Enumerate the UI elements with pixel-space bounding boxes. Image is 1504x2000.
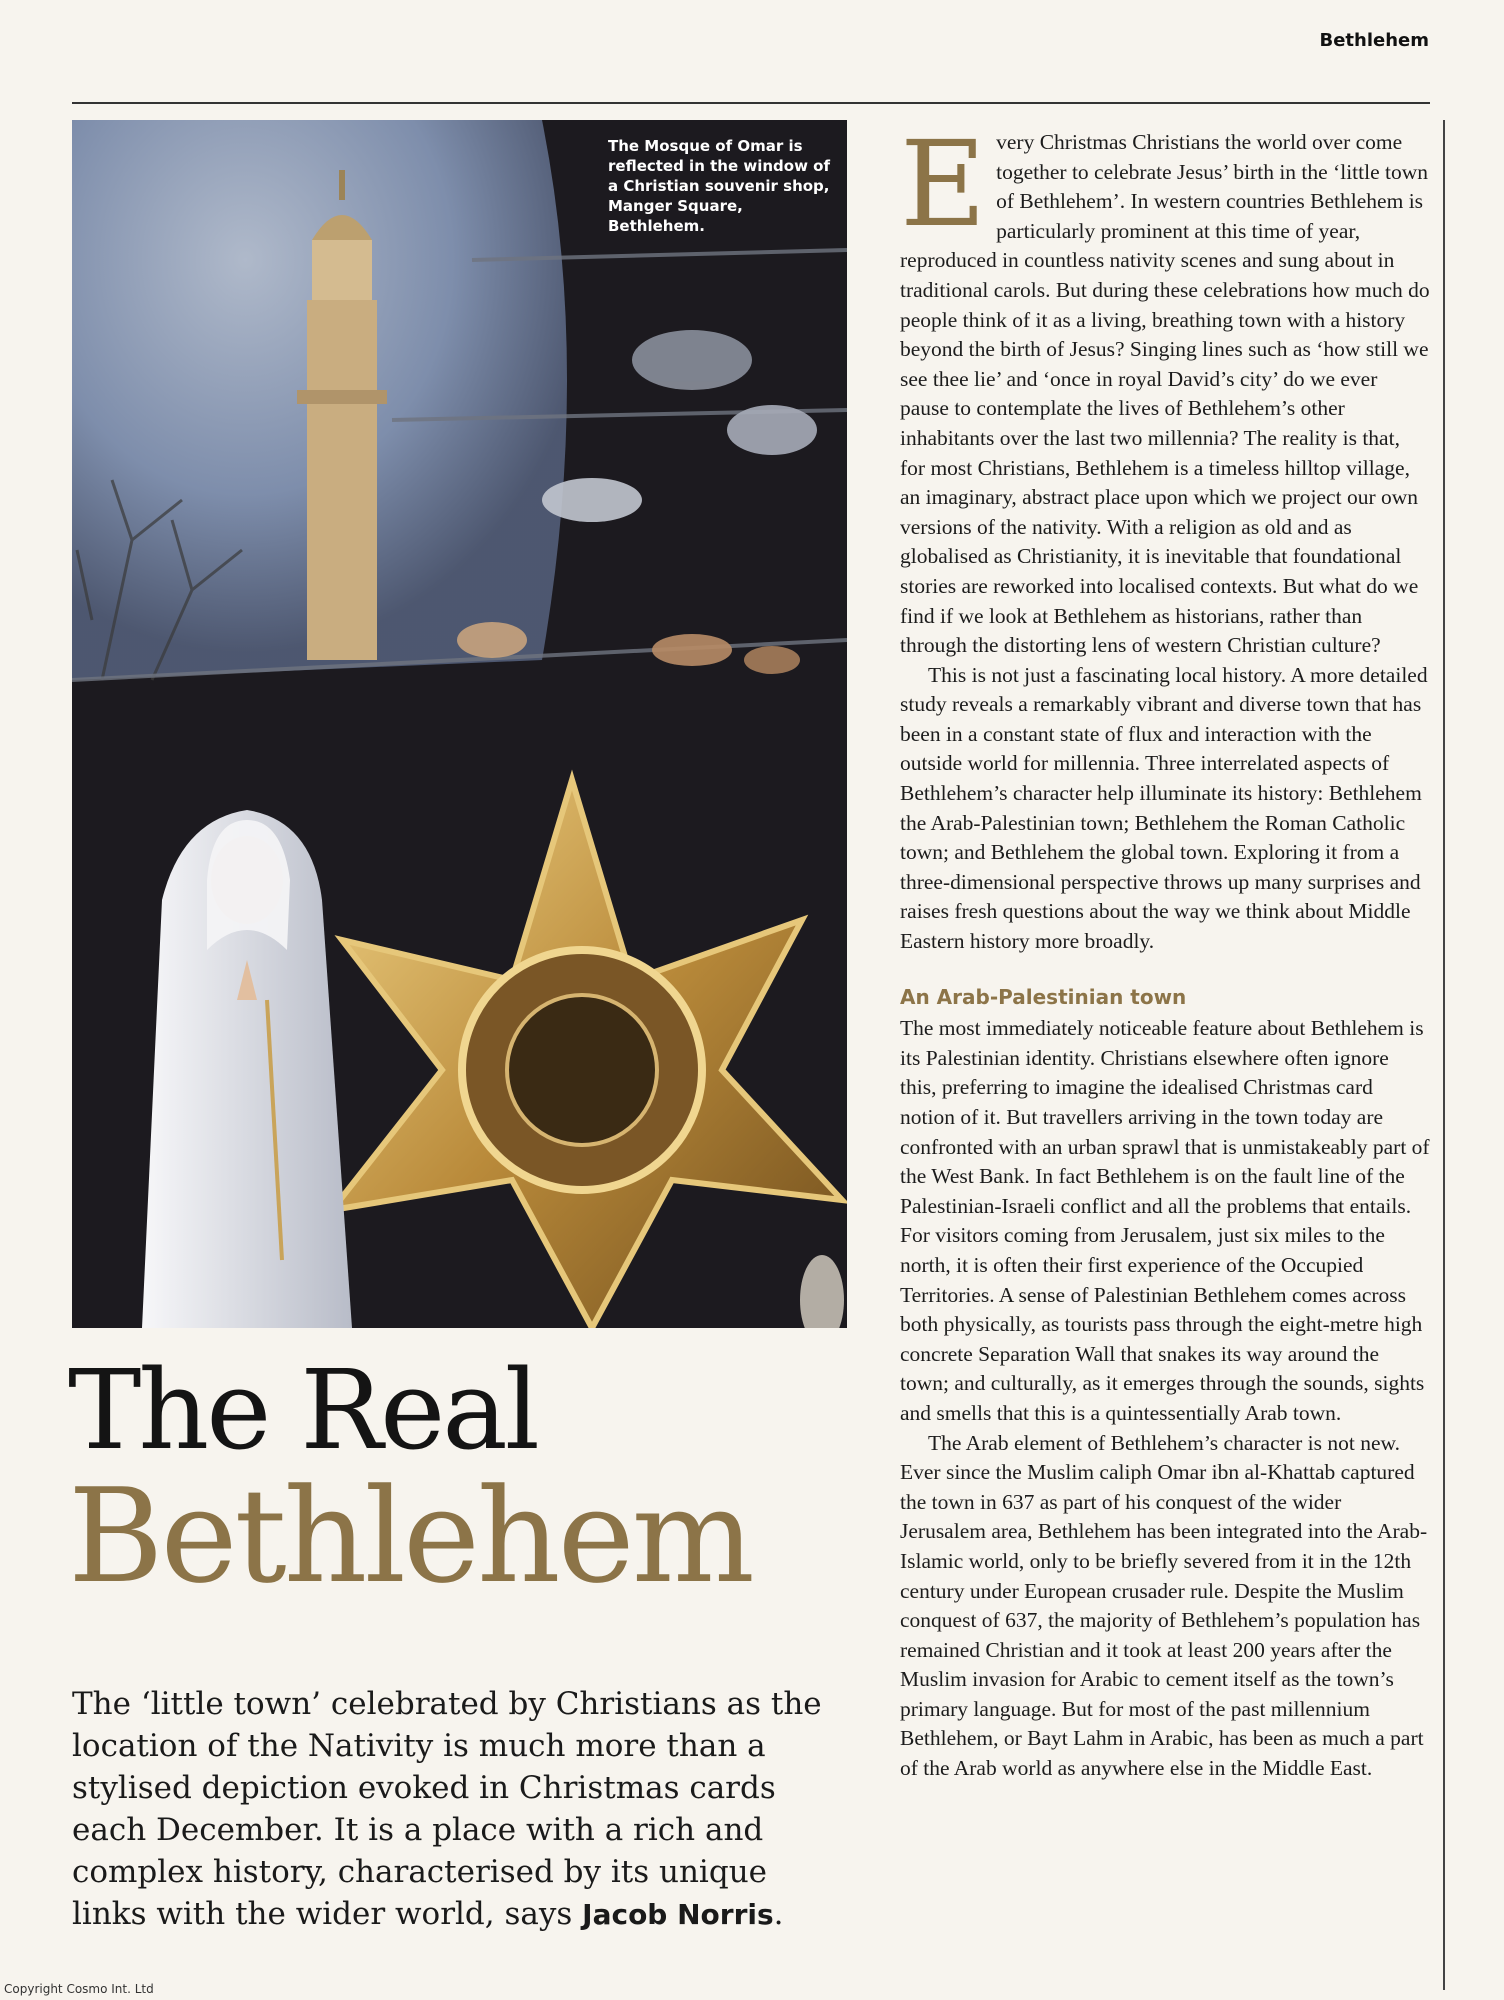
subheading: An Arab-Palestinian town [900,984,1187,1009]
headline-line-2: Bethlehem [68,1460,752,1612]
hero-photo [72,120,847,1328]
standfirst-text: The ‘little town’ celebrated by Christians as the location of the Nativity is much more than a stylised depiction evoked in Christmas cards each December. It is a place with a rich and complex history, characterised by its unique links with the wider world, says [72,1686,822,1932]
author-name: Jacob Norris [582,1898,774,1931]
section-label: Bethlehem [1319,30,1429,51]
paragraph-1-text: very Christmas Christians the world over come together to celebrate Jesus’ birth in the ‘little town of Bethlehem’. In western countries Bethlehem is particularly prominent at this time of year, reproduced in countless nativity scenes and sung about in traditional carols. But during these celebrations how much do people think of it as a living, breathing town with a history beyond the birth of Jesus? Singing lines such as ‘how still we see thee lie’ and ‘once in royal David’s city’ do we ever pause to contemplate the lives of Bethlehem’s other inhabitants over the last two millennia? The reality is that, for most Christians, Bethlehem is a timeless hilltop village, an imaginary, abstract place upon which we project our own versions of the nativity. With a religion as old and as globalised as Christianity, it is inevitable that foundational stories are reworked into localised contexts. But what do we find if we look at Bethlehem as historians, rather than through the distorting lens of western Christian culture? [900,130,1430,658]
copyright-notice: Copyright Cosmo Int. Ltd [4,1982,154,1996]
paragraph-4: The Arab element of Bethlehem’s character is not new. Ever since the Muslim caliph Omar ibn al-Khattab captured the town in 637 as part of his conquest of the wider Jerusalem area, Bethlehem has been integrated into the Arab-Islamic world, only to be briefly severed from it in the 12th century under European crusader rule. Despite the Muslim conquest of 637, the majority of Bethlehem’s population has remained Christian and it took at least 200 years after the Muslim invasion for Arabic to cement itself as the town’s primary language. But for most of the past millennium Bethlehem, or Bayt Lahm in Arabic, has been as much a part of the Arab world as anywhere else in the Middle East. [900,1430,1428,1781]
photo-illustration [72,120,847,1328]
paragraph-3: The most immediately noticeable feature about Bethlehem is its Palestinian identity. Christians elsewhere often ignore this, preferring to imagine the idealised Christmas card notion of it. But travellers arriving in the town today are confronted with an urban sprawl that is unmistakeably part of the West Bank. In fact Bethlehem is on the fault line of the Palestinian-Israeli conflict and all the problems that entails. For visitors coming from Jerusalem, just six miles to the north, it is often their first experience of the Occupied Territories. A sense of Palestinian Bethlehem comes across both physically, as tourists pass through the eight-metre high concrete Separation Wall that snakes its way around the town; and culturally, as it emerges through the sounds, sights and smells that this is a quintessentially Arab town. [900,1016,1430,1425]
drop-cap: E [900,115,987,253]
top-rule [72,102,1430,104]
article-body [900,115,1430,1784]
standfirst [72,1683,842,1936]
column-rule [1443,120,1445,1990]
paragraph-2: This is not just a fascinating local history. A more detailed study reveals a remarkably vibrant and diverse town that has been in a constant state of flux and interaction with the outside world for millennia. Three interrelated aspects of Bethlehem’s character help illuminate its history: Bethlehem the Arab-Palestinian town; Bethlehem the Roman Catholic town; and Bethlehem the global town. Exploring it from a three-dimensional perspective throws up many surprises and raises fresh questions about the way we think about Middle Eastern history more broadly. [900,662,1428,954]
standfirst-end: . [773,1896,784,1932]
headline [68,1346,858,1612]
paragraph-1 [900,115,1430,661]
photo-caption: The Mosque of Omar is reflected in the window of a Christian souvenir shop, Manger Square, Bethlehem. [608,137,830,235]
headline-line-1: The Real [68,1346,537,1474]
